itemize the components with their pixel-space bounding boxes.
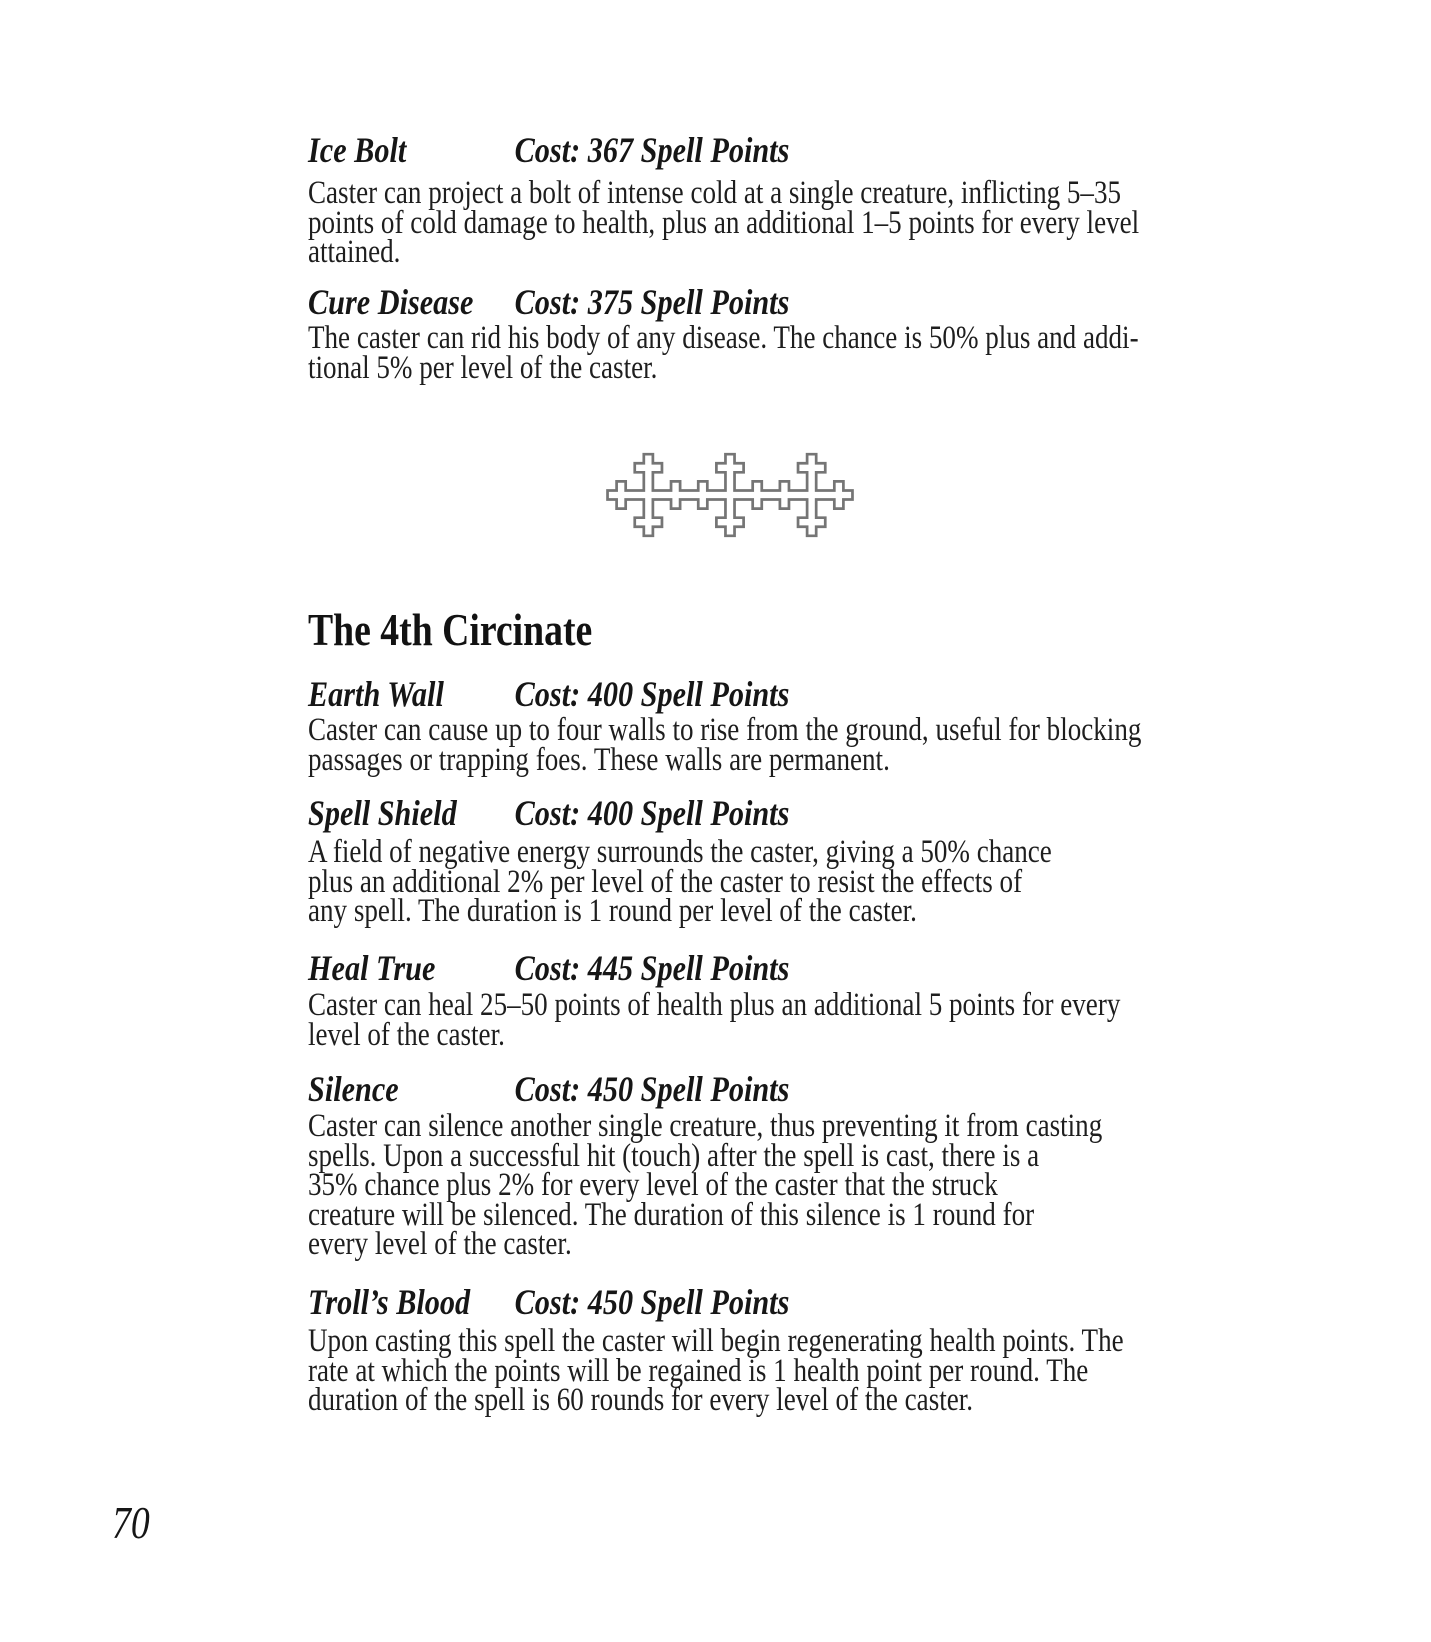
description-line: Caster can cause up to four walls to rise from the ground, useful for blocking bbox=[308, 712, 1142, 748]
spell-cost: Cost: 450 Spell Points bbox=[514, 1069, 790, 1109]
spell-name: Troll’s Blood bbox=[308, 1282, 471, 1322]
spell-cost: Cost: 375 Spell Points bbox=[514, 282, 790, 322]
spell-cost: Cost: 445 Spell Points bbox=[514, 948, 790, 988]
description-line: 35% chance plus 2% for every level of the caster that the struck bbox=[308, 1167, 998, 1203]
description-line: level of the caster. bbox=[308, 1016, 505, 1053]
description-line: Caster can silence another single creature, thus preventing it from casting bbox=[308, 1108, 1103, 1144]
description-line: points of cold damage to health, plus an additional 1–5 points for every level bbox=[308, 204, 1140, 241]
spell-description-cure-disease bbox=[308, 320, 1276, 386]
description-line: Caster can project a bolt of intense cold at a single creature, inflicting 5–35 bbox=[308, 175, 1122, 211]
spell-heading-earth-wall bbox=[308, 676, 1148, 712]
spell-heading-cure-disease bbox=[308, 284, 1148, 320]
description-line: attained. bbox=[308, 234, 401, 270]
section-divider-ornament bbox=[601, 451, 859, 539]
spell-name: Heal True bbox=[308, 948, 436, 988]
spell-description-ice-bolt bbox=[308, 175, 1276, 270]
spell-name: Earth Wall bbox=[308, 674, 444, 714]
section-heading: The 4th Circinate bbox=[308, 604, 593, 655]
spell-description-trolls-blood bbox=[308, 1323, 1276, 1418]
spell-cost: Cost: 400 Spell Points bbox=[514, 793, 790, 833]
description-line: creature will be silenced. The duration of this silence is 1 round for bbox=[308, 1196, 1035, 1233]
spell-heading-heal-true bbox=[308, 950, 1148, 986]
description-line: any spell. The duration is 1 round per level of the caster. bbox=[308, 893, 917, 929]
spell-cost: Cost: 450 Spell Points bbox=[514, 1282, 790, 1322]
spell-description-silence bbox=[308, 1108, 1276, 1262]
spell-heading-spell-shield bbox=[308, 795, 1148, 831]
spell-description-earth-wall bbox=[308, 712, 1276, 778]
description-line: every level of the caster. bbox=[308, 1226, 572, 1262]
description-line: Caster can heal 25–50 points of health plus an additional 5 points for every bbox=[308, 987, 1121, 1023]
spell-cost: Cost: 400 Spell Points bbox=[514, 674, 790, 714]
spell-name: Spell Shield bbox=[308, 793, 457, 833]
description-line: The caster can rid his body of any disease. The chance is 50% plus and addi- bbox=[308, 320, 1139, 356]
page-number: 70 bbox=[112, 1497, 150, 1548]
description-line: Upon casting this spell the caster will begin regenerating health points. The bbox=[308, 1323, 1124, 1359]
description-line: duration of the spell is 60 rounds for every level of the caster. bbox=[308, 1382, 974, 1418]
spell-name: Cure Disease bbox=[308, 282, 474, 322]
spell-description-heal-true bbox=[308, 987, 1276, 1053]
triple-cross-fractal-icon bbox=[601, 451, 859, 539]
spell-heading-trolls-blood bbox=[308, 1284, 1148, 1320]
spell-description-spell-shield bbox=[308, 834, 1276, 929]
spell-cost: Cost: 367 Spell Points bbox=[514, 130, 790, 170]
spell-heading-ice-bolt bbox=[308, 132, 1148, 168]
description-line: tional 5% per level of the caster. bbox=[308, 349, 658, 386]
description-line: passages or trapping foes. These walls are permanent. bbox=[308, 741, 890, 778]
spell-heading-silence bbox=[308, 1071, 1148, 1107]
description-line: A field of negative energy surrounds the caster, giving a 50% chance bbox=[308, 834, 1052, 870]
spell-name: Ice Bolt bbox=[308, 130, 407, 170]
description-line: spells. Upon a successful hit (touch) after the spell is cast, there is a bbox=[308, 1137, 1040, 1174]
spell-name: Silence bbox=[308, 1069, 399, 1109]
description-line: plus an additional 2% per level of the caster to resist the effects of bbox=[308, 863, 1023, 900]
description-line: rate at which the points will be regained is 1 health point per round. The bbox=[308, 1352, 1089, 1389]
